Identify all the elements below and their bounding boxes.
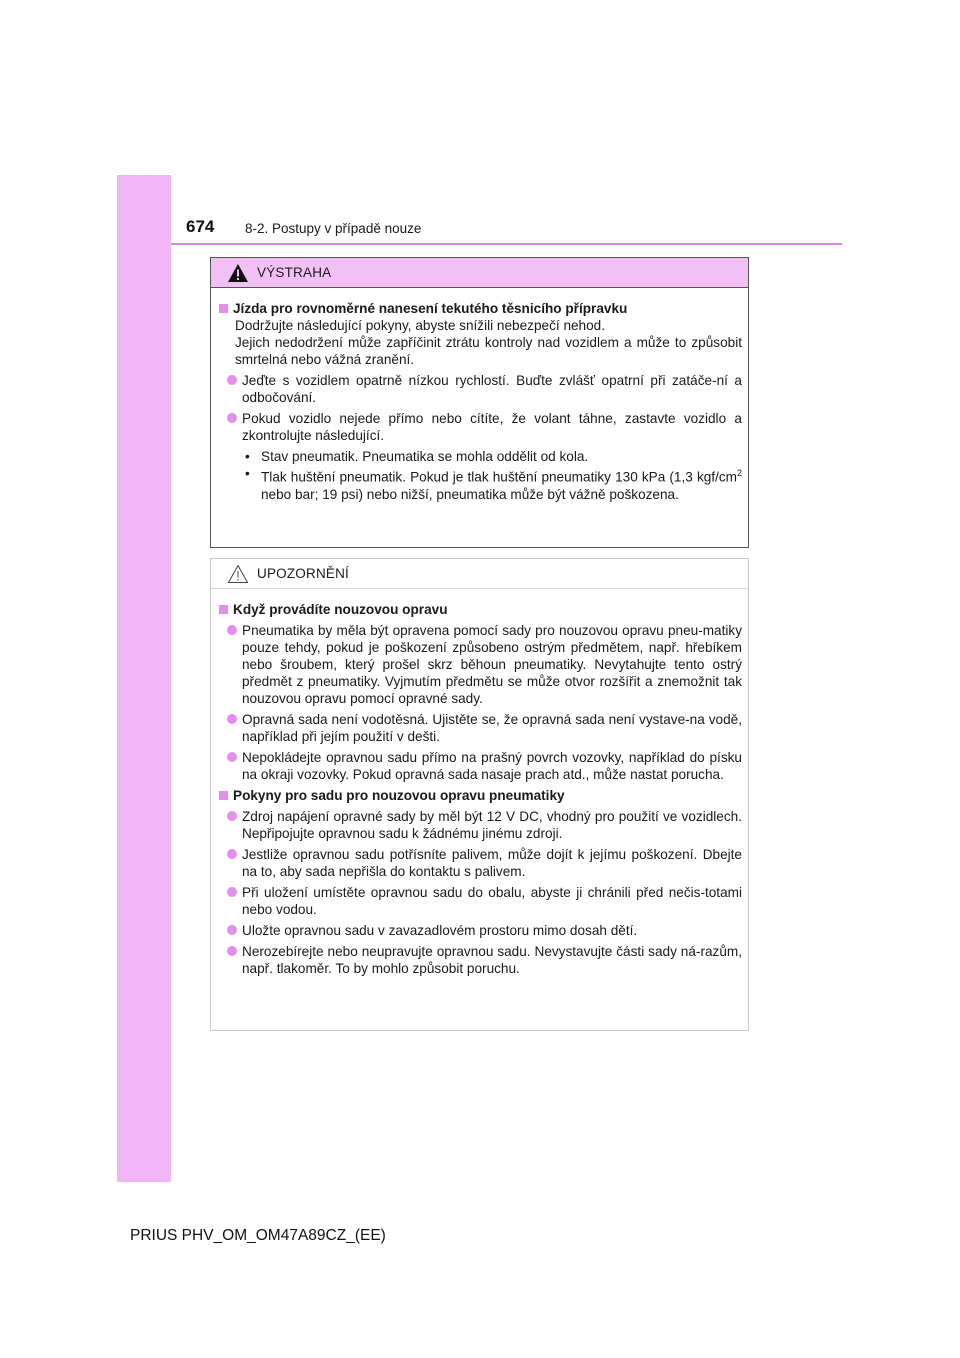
caution-header bbox=[211, 559, 748, 589]
warning-filled-triangle-icon bbox=[227, 263, 249, 283]
square-bullet-icon bbox=[219, 791, 228, 800]
caution-body bbox=[211, 589, 748, 977]
page-number: 674 bbox=[186, 217, 215, 236]
round-bullet-icon bbox=[227, 811, 237, 821]
section-title: 8-2. Postupy v případě nouze bbox=[245, 221, 422, 236]
sub-list-item: • Stav pneumatik. Pneumatika se mohla oddělit od kola. bbox=[245, 449, 589, 464]
round-bullet-icon bbox=[227, 849, 237, 859]
warning-body bbox=[211, 288, 748, 503]
list-item: Nepokládejte opravnou sadu přímo na prašný povrch vozovky, například do písku na okraji vozovky. Pokud opravná sada nasaje prach atd., může nastat porucha. bbox=[219, 749, 742, 783]
warning-label: VÝSTRAHA bbox=[257, 265, 332, 280]
header-divider bbox=[171, 243, 842, 245]
square-bullet-icon bbox=[219, 304, 228, 313]
round-bullet-icon bbox=[227, 925, 237, 935]
warning-intro-1: Dodržujte následující pokyny, abyste snížili nebezpečí nehod. bbox=[235, 318, 606, 333]
list-item: Nerozebírejte nebo neupravujte opravnou sadu. Nevystavujte části sady ná-razům, např. tlakoměr. To by mohlo způsobit poruchu. bbox=[219, 943, 742, 977]
side-color-band bbox=[117, 175, 171, 1182]
list-item: Opravná sada není vodotěsná. Ujistěte se, že opravná sada není vystave-na vodě, například při jejím použití v dešti. bbox=[219, 711, 742, 745]
round-bullet-icon bbox=[227, 752, 237, 762]
sub-bullet-mark: • bbox=[245, 466, 250, 481]
list-item: Jeďte s vozidlem opatrně nízkou rychlostí. Buďte zvlášť opatrní při zatáče-ní a odbočování. bbox=[219, 372, 742, 406]
round-bullet-icon bbox=[227, 714, 237, 724]
square-bullet-icon bbox=[219, 605, 228, 614]
warning-header bbox=[211, 258, 748, 288]
sub-bullet-mark: • bbox=[245, 449, 250, 464]
caution-heading-2: Pokyny pro sadu pro nouzovou opravu pneumatiky bbox=[219, 787, 742, 804]
warning-intro-2: Jejich nedodržení může zapříčinit ztrátu kontroly nad vozidlem a může to způsobit smrtelná nebo vážná zranění. bbox=[235, 335, 742, 367]
warning-box bbox=[210, 257, 749, 548]
caution-outline-triangle-icon bbox=[227, 564, 249, 584]
caution-box bbox=[210, 558, 749, 1031]
sub-list-item: • Tlak huštění pneumatik. Pokud je tlak huštění pneumatiky 130 kPa (1,3 kgf/$cm^2$ nebo bar; 19 psi) nebo nižší, pneumatika může být vážně poškozena. bbox=[245, 466, 742, 502]
list-item: Zdroj napájení opravné sady by měl být 12 V DC, vhodný pro použití ve vozidlech. Nepřipojujte opravnou sadu k žádnému jinému zdroji. bbox=[219, 808, 742, 842]
round-bullet-icon bbox=[227, 413, 237, 423]
caution-heading-1: Když provádíte nouzovou opravu bbox=[219, 601, 742, 618]
list-item: Při uložení umístěte opravnou sadu do obalu, abyste ji chránili před nečis-totami nebo vodou. bbox=[219, 884, 742, 918]
round-bullet-icon bbox=[227, 887, 237, 897]
document-code: PRIUS PHV_OM_OM47A89CZ_(EE) bbox=[130, 1227, 386, 1244]
round-bullet-icon bbox=[227, 375, 237, 385]
list-item: Pokud vozidlo nejede přímo nebo cítíte, že volant táhne, zastavte vozidlo a zkontrolujte následující. bbox=[219, 410, 742, 444]
round-bullet-icon bbox=[227, 625, 237, 635]
warning-heading-text: Jízda pro rovnoměrné nanesení tekutého těsnicího přípravku bbox=[233, 301, 628, 316]
warning-heading bbox=[219, 300, 742, 317]
caution-label: UPOZORNĚNÍ bbox=[257, 566, 350, 581]
round-bullet-icon bbox=[227, 946, 237, 956]
list-item: Uložte opravnou sadu v zavazadlovém prostoru mimo dosah dětí. bbox=[219, 922, 742, 939]
list-item: Pneumatika by měla být opravena pomocí sady pro nouzovou opravu pneu-matiky pouze tehdy, pokud je poškození způsobeno ostrým předmětem, např. hřebíkem nebo šroubem, který prošel skrz běhoun pneumatiky. Nevytahujte tento ostrý předmět z pneumatiky. Vyjmutím předmětu se může otvor rozšířit a znemožnit tak nouzovou opravu pomocí opravné sady. bbox=[219, 622, 742, 707]
list-item: Jestliže opravnou sadu potřísníte palivem, může dojít k jejímu poškození. Dbejte na to, aby sada nepřišla do kontaktu s palivem. bbox=[219, 846, 742, 880]
